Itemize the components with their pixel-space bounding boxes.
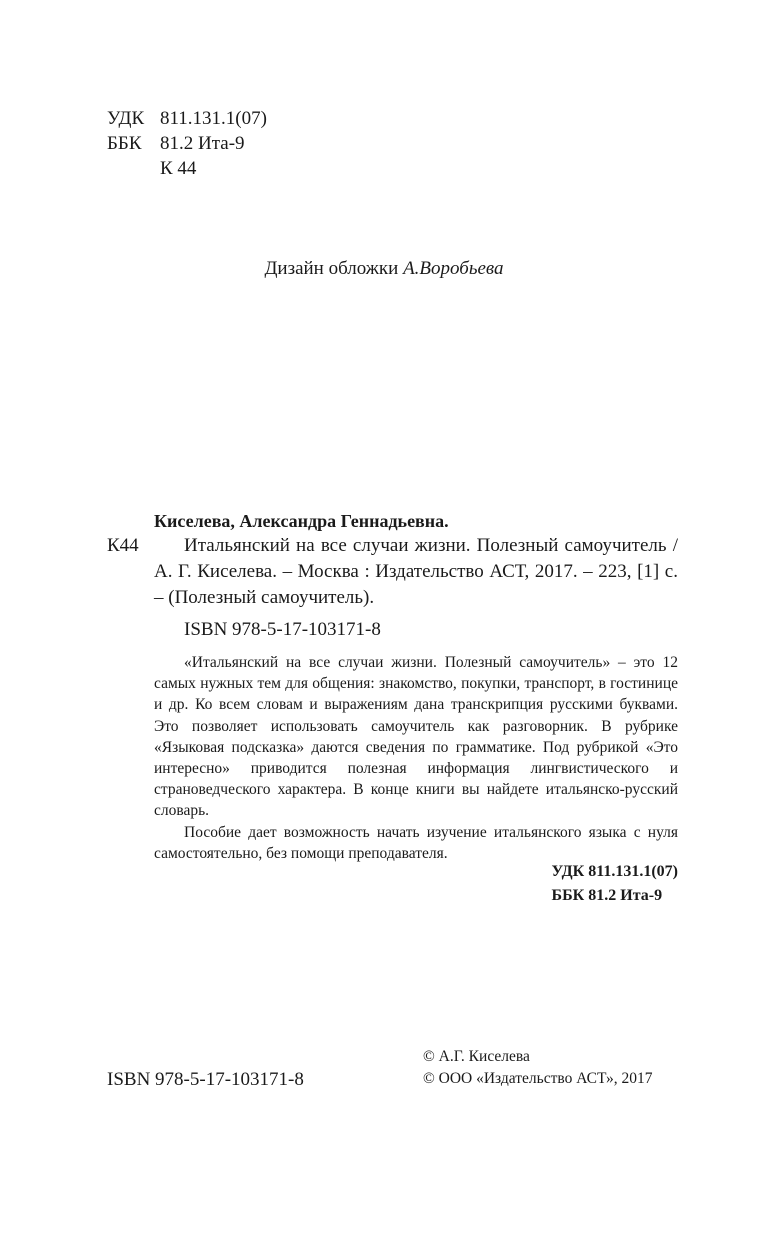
- annotation-udk: УДК 811.131.1(07): [551, 863, 678, 880]
- classification-codes: [107, 106, 267, 181]
- bibliographic-description: [154, 533, 678, 611]
- annotation-paragraph-1: «Итальянский на все случаи жизни. Полезный самоучитель» – это 12 самых нужных тем для общения: знакомство, покупки, транспорт, в гостинице и др. Ко всем словам и выражениям дана транскрипция русскими буквами. Это позволяет использовать самоучитель как разговорник. В рубрике «Языковая подсказка» даются сведения по грамматике. Под рубрикой «Это интересно» приводится полезная информация лингвистического и страноведческого характера. В конце книги вы найдете итальянско-русский словарь.: [154, 654, 678, 820]
- annotation-paragraph-2: Пособие дает возможность начать изучение итальянского языка с нуля самостоятельно, без помощи преподавателя.: [154, 823, 678, 862]
- udk-label: УДК: [107, 108, 145, 129]
- author-mark: К 44: [160, 158, 197, 179]
- bbk-row: [107, 131, 267, 156]
- annotation: [154, 652, 678, 864]
- udk-value: 811.131.1(07): [160, 108, 267, 129]
- annotation-codes: [551, 860, 678, 908]
- record-author: Киселева, Александра Геннадьевна.: [154, 511, 449, 531]
- record-isbn: ISBN 978-5-17-103171-8: [184, 619, 381, 640]
- bbk-label: ББК: [107, 133, 142, 154]
- designer-name: А.Воробьева: [403, 258, 504, 279]
- copyright-block: [423, 1046, 653, 1090]
- copyright-publisher: © ООО «Издательство АСТ», 2017: [423, 1070, 653, 1087]
- annotation-bbk: ББК 81.2 Ита-9: [551, 887, 663, 904]
- record-author-mark: К44: [107, 535, 139, 556]
- description-text: Итальянский на все случаи жизни. Полезный самоучитель / А. Г. Киселева. – Москва : Издательство АСТ, 2017. – 223, [1] с. – (Полезный самоучитель).: [154, 535, 678, 608]
- copyright-author: © А.Г. Киселева: [423, 1048, 530, 1065]
- cover-design-credit: [0, 256, 768, 281]
- udk-row: [107, 106, 267, 131]
- bbk-value: 81.2 Ита-9: [160, 133, 245, 154]
- footer-isbn: ISBN 978-5-17-103171-8: [107, 1069, 304, 1090]
- design-label: Дизайн обложки: [264, 258, 404, 279]
